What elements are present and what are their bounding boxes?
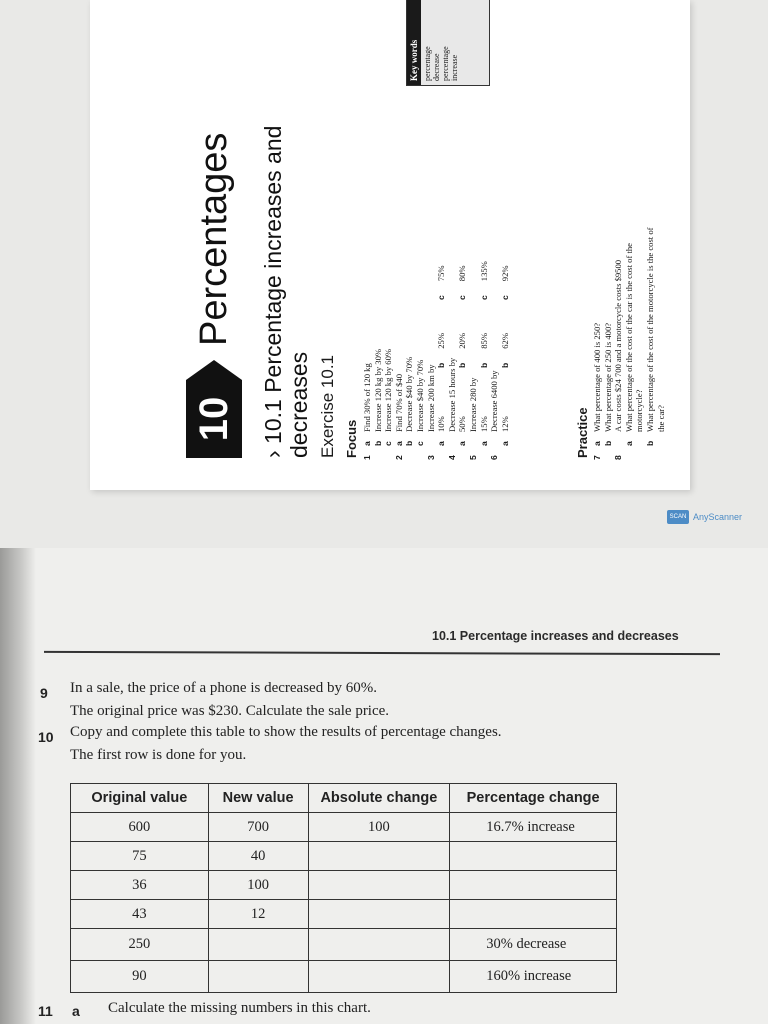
exercise-line [656, 0, 667, 460]
table-header-row [71, 784, 617, 813]
part-letter: b [372, 440, 383, 446]
part-letter: a [436, 441, 447, 446]
option-value: 92% [499, 265, 510, 282]
exercise-text: Increase 120 kg by 60% [383, 348, 394, 432]
table-row [71, 900, 617, 929]
exercise-title: Exercise 10.1 [318, 355, 337, 458]
chapter-number-badge: 10 [186, 380, 242, 458]
table-cell [308, 871, 450, 900]
option-value: 62% [499, 332, 510, 349]
question-9-number: 9 [40, 685, 48, 701]
table-cell [450, 900, 617, 929]
part-letter: b [602, 440, 613, 446]
exercise-text: What percentage of 250 is 400? [602, 322, 613, 432]
practice-heading: Practice [575, 407, 590, 458]
exercise-line [634, 0, 645, 460]
focus-heading: Focus [344, 419, 359, 458]
exercise-line [613, 0, 624, 460]
question-number: 6 [489, 455, 500, 460]
exercise-text: A car costs $24 700 and a motorcycle costs $9500 [613, 259, 624, 432]
option-c [457, 265, 468, 300]
practice-questions [592, 0, 666, 460]
option-value: 20% [457, 332, 468, 349]
table-cell: 36 [71, 871, 209, 900]
key-words-heading: Key words [407, 0, 421, 85]
exercise-text: 10% [436, 416, 447, 432]
book-spine-shadow [0, 548, 36, 1024]
column-header: New value [208, 784, 308, 813]
option-value: 135% [478, 261, 489, 282]
table-cell [308, 842, 450, 871]
exercise-text: 50% [457, 416, 468, 432]
exercise-text: What percentage of the cost of the car is the cost of the [623, 243, 634, 432]
chapter-title: Percentages [192, 132, 235, 346]
exercise-text: What percentage of 400 is 250? [592, 322, 602, 432]
option-value: 85% [478, 332, 489, 349]
table-cell [308, 900, 450, 929]
table-cell [308, 961, 450, 993]
question-11-part: a [72, 1003, 80, 1019]
part-letter: c [383, 441, 394, 446]
exercise-text: Decrease 15 hours by [446, 357, 457, 432]
question-11-number: 11 [38, 1003, 53, 1019]
part-letter: b [404, 440, 415, 446]
exercise-text: Increase $40 by 70% [414, 359, 425, 432]
table-cell: 100 [308, 813, 450, 842]
question-10-line-2: The first row is done for you. [70, 747, 247, 763]
exercise-text: 12% [499, 416, 510, 432]
table-cell [208, 929, 308, 961]
option-b [500, 333, 511, 368]
scanner-watermark [667, 510, 742, 524]
question-10-line-1: Copy and complete this table to show the results of percentage changes. [70, 724, 502, 740]
part-letter: a [457, 441, 468, 446]
part-letter: b [436, 362, 447, 368]
part-letter: b [499, 362, 510, 368]
question-9-line-1: In a sale, the price of a phone is decreased by 60%. [70, 680, 377, 696]
part-letter: b [457, 362, 468, 368]
question-number: 5 [467, 455, 478, 460]
key-word: percentage [423, 0, 432, 85]
part-letter: c [414, 441, 425, 446]
question-10-number: 10 [38, 729, 54, 745]
part-letter: b [478, 362, 489, 368]
table-row [71, 961, 617, 993]
option-c [436, 265, 447, 300]
exercise-line [624, 0, 635, 460]
exercise-text: motorcycle? [634, 389, 645, 432]
table-cell [208, 961, 308, 993]
option-b [479, 333, 490, 368]
part-letter: a [478, 441, 489, 446]
question-number: 4 [446, 455, 457, 460]
option-b [436, 333, 447, 368]
part-letter: c [478, 295, 489, 300]
table-cell [308, 929, 450, 961]
question-number: 1 [362, 455, 372, 460]
part-letter: a [623, 441, 634, 446]
option-value: 75% [436, 265, 447, 282]
part-letter: c [436, 295, 447, 300]
table-cell: 100 [208, 871, 308, 900]
table-cell: 16.7% increase [450, 813, 617, 842]
part-letter: c [499, 295, 510, 300]
table-cell: 75 [71, 842, 209, 871]
exercise-text: Increase 280 by [467, 377, 478, 432]
question-number: 3 [425, 455, 436, 460]
exercise-text: Increase 200 km by [425, 364, 436, 432]
exercise-text: Find 70% of $40 [393, 373, 404, 432]
table-row [71, 871, 617, 900]
question-number: 8 [613, 455, 624, 460]
table-row [71, 929, 617, 961]
question-9-line-2: The original price was $230. Calculate the sale price. [70, 703, 390, 719]
percentage-change-table [70, 783, 617, 993]
key-words-box [406, 0, 490, 86]
running-head: 10.1 Percentage increases and decreases [432, 629, 679, 643]
table-cell: 43 [71, 900, 209, 929]
table-row [71, 842, 617, 871]
top-page-sheet [90, 0, 690, 490]
part-letter: c [457, 295, 468, 300]
exercise-line [603, 0, 614, 460]
question-number: 7 [592, 455, 602, 460]
part-letter: b [644, 440, 655, 446]
exercise-text: Decrease $40 by 70% [404, 356, 415, 432]
exercise-text: the car? [655, 405, 666, 432]
exercise-line [645, 0, 656, 460]
table-row [71, 813, 617, 842]
table-cell: 40 [208, 842, 308, 871]
table-cell: 700 [208, 813, 308, 842]
table-cell [450, 871, 617, 900]
scanner-logo-icon: SCAN [667, 510, 689, 524]
option-b [457, 333, 468, 368]
table-body [71, 813, 617, 993]
exercise-line [592, 0, 603, 460]
table-cell: 90 [71, 961, 209, 993]
table-cell [450, 842, 617, 871]
table-cell: 160% increase [450, 961, 617, 993]
table-cell: 12 [208, 900, 308, 929]
key-word: increase [450, 0, 459, 85]
key-word: decrease [432, 0, 441, 85]
part-letter: a [499, 441, 510, 446]
exercise-text: Decrease 6400 by [489, 370, 500, 432]
table-cell: 600 [71, 813, 209, 842]
key-words-list [421, 0, 489, 85]
part-letter: a [393, 441, 404, 446]
exercise-text: Increase 120 kg by 30% [372, 348, 383, 432]
table-cell: 250 [71, 929, 209, 961]
table-cell: 30% decrease [450, 929, 617, 961]
part-letter: a [592, 441, 602, 446]
chapter-header [186, 133, 242, 458]
question-number: 2 [393, 455, 404, 460]
scanner-label: AnyScanner [693, 512, 743, 522]
column-header: Absolute change [308, 784, 450, 813]
exercise-text: Find 30% of 120 kg [362, 363, 372, 432]
option-value: 80% [457, 265, 468, 282]
column-header: Original value [71, 784, 209, 813]
option-c [500, 265, 511, 300]
exercise-text: What percentage of the cost of the motorcycle is the cost of [644, 227, 655, 432]
question-11-text: Calculate the missing numbers in this chart. [108, 1000, 371, 1016]
option-value: 25% [436, 332, 447, 349]
section-title: › 10.1 Percentage increases and decreases [260, 125, 312, 458]
exercise-text: 15% [478, 416, 489, 432]
part-letter: a [362, 441, 372, 446]
option-c [479, 261, 490, 300]
column-header: Percentage change [450, 784, 617, 813]
key-word: percentage [441, 0, 450, 85]
